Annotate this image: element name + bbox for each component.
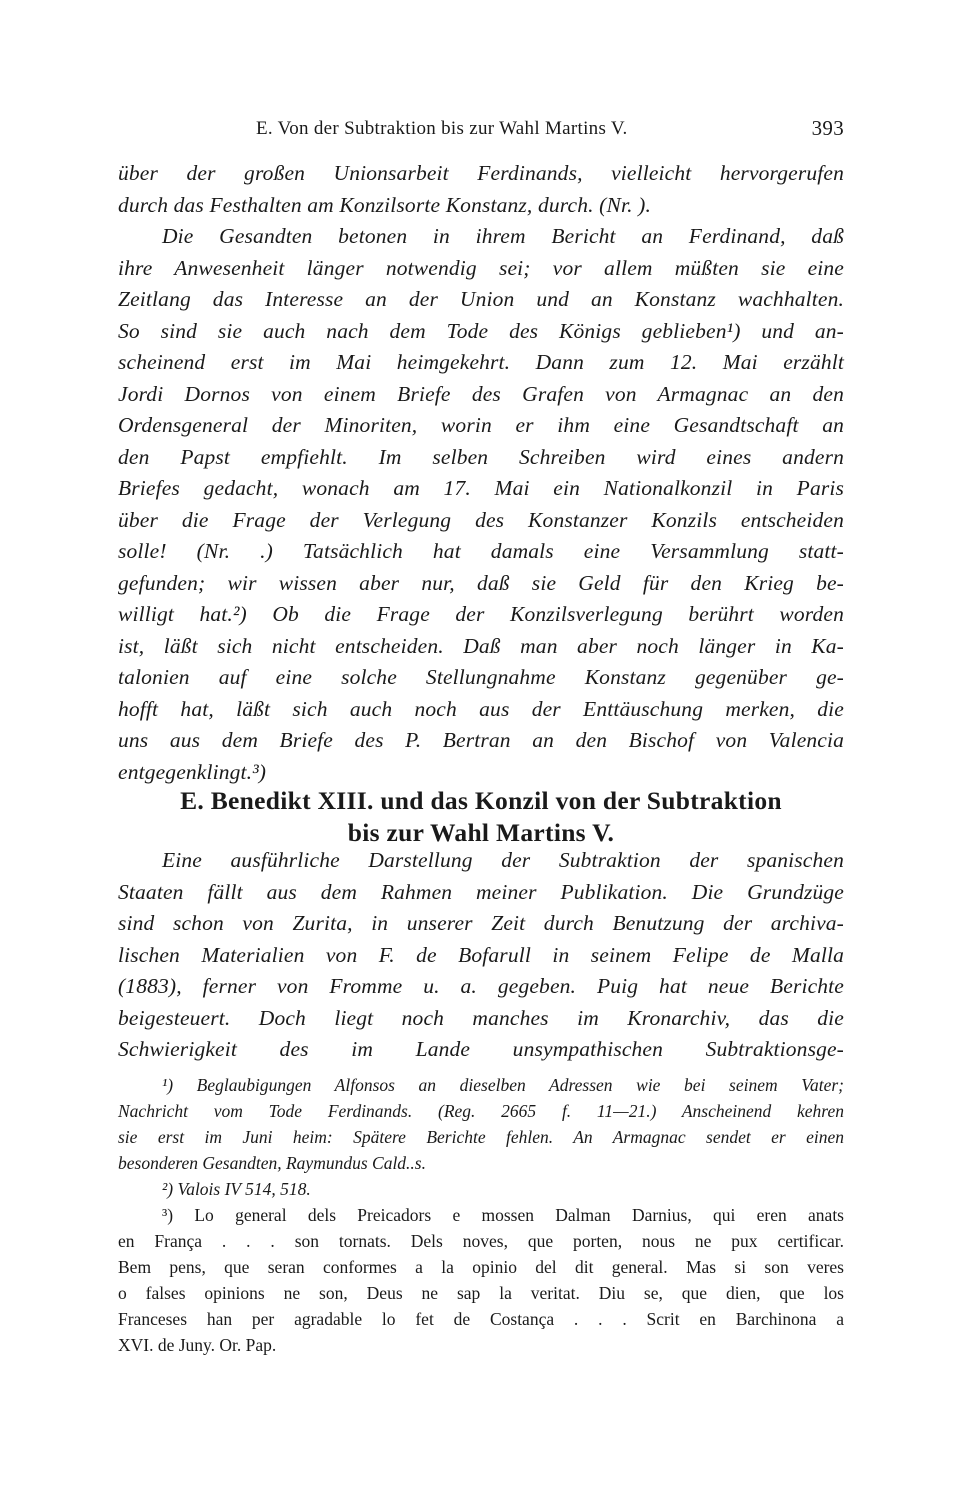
footnote-2: ²) Valois IV 514, 518. bbox=[162, 1179, 311, 1199]
text-line: hofft hat, läßt sich auch noch aus der Enttäuschung merken, die bbox=[118, 696, 844, 721]
text-line: uns aus dem Briefe des P. Bertran an den Bischof von Valencia bbox=[118, 728, 844, 752]
text-line: ihre Anwesenheit länger notwendig sei; vor allem müßten sie eine bbox=[118, 255, 844, 280]
text-line: Zeitlang das Interesse an der Union und an Konstanz wachhalten. bbox=[118, 287, 844, 311]
footnote-1-line: besonderen Gesandten, Raymundus Cald..s. bbox=[118, 1153, 426, 1173]
heading-line: E. Benedikt XIII. und das Konzil von der Subtraktion bbox=[180, 786, 782, 815]
text-line: (1883), ferner von Fromme u. a. gegeben. Puig hat neue Berichte bbox=[118, 974, 844, 998]
text-line: durch das Festhalten am Konzilsorte Konstanz, durch. (Nr. ). bbox=[118, 192, 651, 217]
footnote-3-line: ³) Lo general dels Preicadors e mossen Dalman Darnius, qui eren anats bbox=[162, 1205, 844, 1225]
footnote-3-line: en França . . . son tornats. Dels noves, que porten, nous ne pux certificar. bbox=[118, 1231, 844, 1251]
footnote-1-line: ¹) Beglaubigungen Alfonsos an dieselben Adressen wie bei seinem Vater; bbox=[162, 1075, 844, 1095]
paragraph-2 bbox=[118, 845, 844, 1066]
footnote-3-line: XVI. de Juny. Or. Pap. bbox=[118, 1335, 277, 1355]
text-line: entgegenklingt.³) bbox=[118, 759, 267, 784]
text-line: So sind sie auch nach dem Tode des Königs geblieben¹) und an- bbox=[118, 318, 844, 343]
text-line: über der großen Unionsarbeit Ferdinands, vielleicht hervorgerufen bbox=[118, 161, 844, 185]
text-line: lischen Materialien von F. de Bofarull in seinem Felipe de Malla bbox=[118, 942, 844, 967]
text-line: Briefes gedacht, wonach am 17. Mai ein Nationalkonzil in Paris bbox=[118, 476, 844, 500]
page-header bbox=[118, 116, 844, 146]
footnote-3-line: Franceses han per agradable lo fet de Costança . . . Scrit en Barchinona a bbox=[118, 1309, 844, 1329]
footnote-3-line: Bem pens, que seran conformes a la opinio del dit general. Mas si son veres bbox=[118, 1257, 844, 1277]
text-line: Jordi Dornos von einem Briefe des Grafen von Armagnac an den bbox=[118, 381, 844, 406]
running-title: E. Von der Subtraktion bis zur Wahl Martins V. bbox=[256, 118, 628, 139]
text-line: beigesteuert. Doch liegt noch manches im Kronarchiv, das die bbox=[118, 1005, 844, 1030]
page-number: 393 bbox=[811, 116, 844, 140]
text-line: solle! (Nr. .) Tatsächlich hat damals eine Versammlung statt- bbox=[118, 539, 844, 563]
text-line: über die Frage der Verlegung des Konstanzer Konzils entscheiden bbox=[118, 507, 844, 532]
text-line: talonien auf eine solche Stellungnahme Konstanz gegenüber ge- bbox=[118, 665, 844, 689]
text-line: gefunden; wir wissen aber nur, daß sie Geld für den Krieg be- bbox=[118, 570, 844, 595]
text-line: Schwierigkeit des im Lande unsympathischen Subtraktionsge- bbox=[118, 1037, 844, 1061]
footnote-3-line: o falses opinions ne son, Deus ne sap la veritat. Diu se, que dien, que los bbox=[118, 1283, 844, 1303]
text-line: Die Gesandten betonen in ihrem Bericht an Ferdinand, daß bbox=[162, 224, 844, 248]
text-line: Staaten fällt aus dem Rahmen meiner Publikation. Die Grundzüge bbox=[118, 879, 844, 904]
footnote-1-line: sie erst im Juni heim: Spätere Berichte fehlen. An Armagnac sendet er einen bbox=[118, 1127, 844, 1147]
text-line: scheinend erst im Mai heimgekehrt. Dann zum 12. Mai erzählt bbox=[118, 350, 844, 374]
text-line: ist, läßt sich nicht entscheiden. Daß man aber noch länger in Ka- bbox=[118, 633, 844, 658]
paragraph-1 bbox=[118, 158, 844, 788]
text-line: willigt hat.²) Ob die Frage der Konzilsverlegung berührt worden bbox=[118, 602, 844, 626]
heading-line: bis zur Wahl Martins V. bbox=[347, 818, 615, 847]
text-line: den Papst empfiehlt. Im selben Schreiben wird eines andern bbox=[118, 444, 844, 469]
section-heading bbox=[118, 785, 844, 849]
text-line: sind schon von Zurita, in unserer Zeit durch Benutzung der archiva- bbox=[118, 911, 844, 935]
footnotes bbox=[118, 1072, 844, 1358]
text-line: Eine ausführliche Darstellung der Subtraktion der spanischen bbox=[162, 848, 844, 872]
text-line: Ordensgeneral der Minoriten, worin er ihm eine Gesandtschaft an bbox=[118, 413, 844, 437]
footnote-1-line: Nachricht vom Tode Ferdinands. (Reg. 2665 f. 11—21.) Anscheinend kehren bbox=[118, 1101, 844, 1121]
